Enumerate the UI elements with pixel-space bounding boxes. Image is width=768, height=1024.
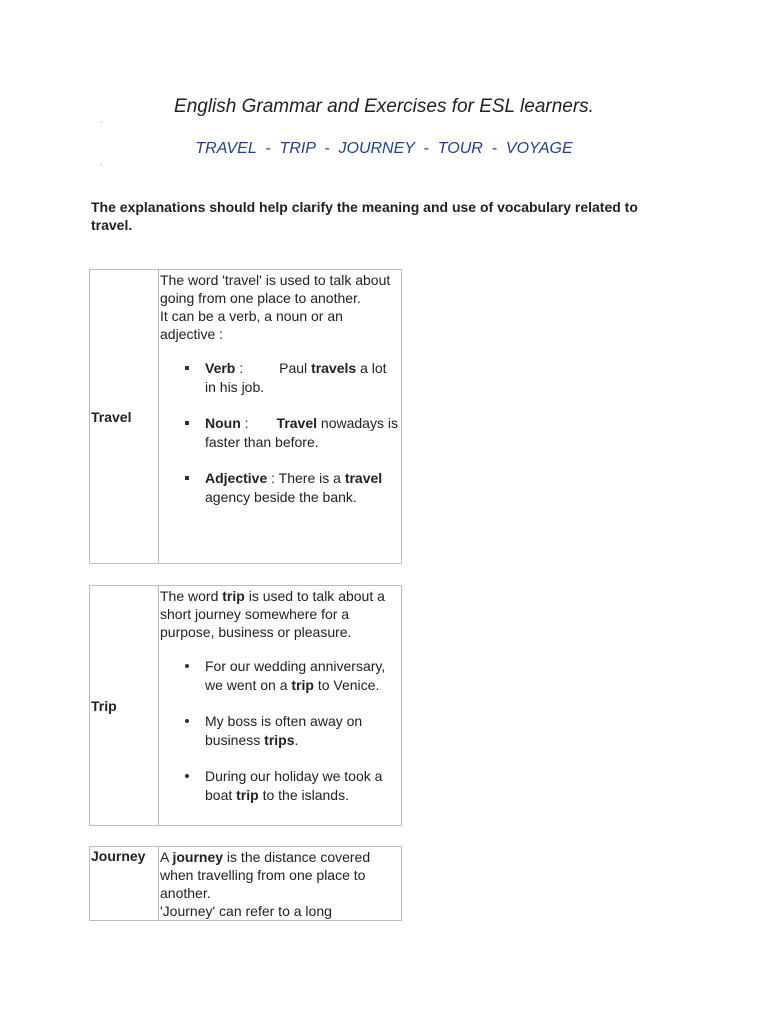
list-item: Noun : Travel nowadays is faster than before. — [160, 414, 401, 452]
divider — [100, 122, 102, 123]
divider — [100, 164, 102, 165]
term-travel: Travel — [90, 270, 159, 563]
term-trip: Trip — [90, 586, 159, 825]
trip-def: The word trip is used to talk about a short journey somewhere for a purpose, business or pleasure. — [160, 588, 385, 640]
list-item: Verb : Paul travels a lot in his job. — [160, 359, 401, 397]
travel-def-line1: The word 'travel' is used to talk about going from one place to another. — [160, 272, 391, 306]
intro-text: The explanations should help clarify the meaning and use of vocabulary related to travel. — [91, 199, 638, 233]
journey-definition — [159, 847, 401, 920]
travel-def-line2: It can be a verb, a noun or an adjective : — [160, 308, 343, 342]
trip-table — [89, 585, 402, 826]
list-item: For our wedding anniversary, we went on a trip to Venice. — [160, 657, 401, 695]
list-item: Adjective : There is a travel agency beside the bank. — [160, 469, 401, 507]
travel-definition — [159, 270, 401, 563]
trip-definition — [159, 586, 401, 825]
list-item: My boss is often away on business trips. — [160, 712, 401, 750]
travel-examples — [160, 359, 401, 507]
journey-table — [89, 846, 402, 921]
page-title: English Grammar and Exercises for ESL learners. — [174, 96, 594, 117]
travel-table — [89, 269, 402, 564]
page-subtitle: TRAVEL - TRIP - JOURNEY - TOUR - VOYAGE — [195, 140, 573, 157]
term-journey: Journey — [90, 847, 159, 920]
journey-def-line2: 'Journey' can refer to a long — [160, 903, 332, 919]
list-item: During our holiday we took a boat trip to the islands. — [160, 767, 401, 805]
journey-def: A journey is the distance covered when travelling from one place to another. — [160, 849, 371, 901]
trip-examples — [160, 657, 401, 805]
